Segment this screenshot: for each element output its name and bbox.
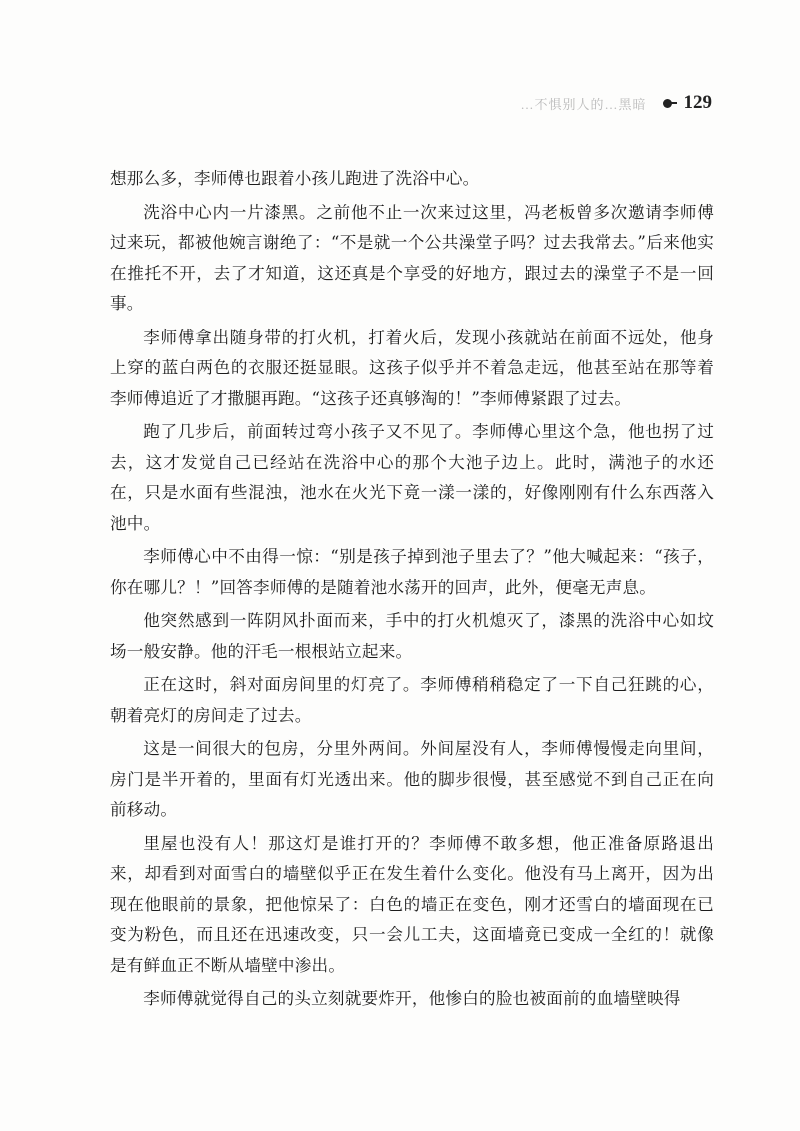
paragraph: 这是一间很大的包房，分里外两间。外间屋没有人，李师傅慢慢走向里间，房门是半开着的，里面有灯光透出来。他的脚步很慢，甚至感觉不到自己正在向前移动。 [110, 739, 714, 819]
body-text [110, 164, 714, 1015]
paragraph: 李师傅就觉得自己的头立刻就要炸开，他惨白的脸也被面前的血墙壁映得 [143, 989, 681, 1008]
paragraph: 他突然感到一阵阴风扑面而来，手中的打火机熄灭了，漆黑的洗浴中心如坟场一般安静。他的汗毛一根根站立起来。 [110, 611, 714, 661]
running-head-title: …不惧别人的…黑暗 [520, 96, 647, 112]
paragraph: 洗浴中心内一片漆黑。之前他不止一次来过这里，冯老板曾多次邀请李师傅过来玩，都被他婉言谢绝了：“不是就一个公共澡堂子吗？过去我常去。”后来他实在推托不开，去了才知道，这还真是个享受的好地方，跟过去的澡堂子不是一回事。 [110, 202, 714, 313]
page-number: 129 [683, 92, 712, 113]
paragraph: 里屋也没有人！那这灯是谁打开的？李师傅不敢多想，他正准备原路退出来，却看到对面雪白的墙壁似乎正在发生着什么变化。他没有马上离开，因为出现在他眼前的景象，把他惊呆了：白色的墙正在变色，刚才还雪白的墙面现在已变为粉色，而且还在迅速改变，只一会儿工夫，这面墙竟已变成一全红的！就像是有鲜血正不断从墙壁中渗出。 [110, 833, 714, 975]
paragraph: 李师傅拿出随身带的打火机，打着火后，发现小孩就站在前面不远处，他身上穿的蓝白两色的衣服还挺显眼。这孩子似乎并不着急走远，他甚至站在那等着李师傅追近了才撒腿再跑。“这孩子还真够淘的！”李师傅紧跟了过去。 [110, 327, 714, 408]
paragraph: 想那么多，李师傅也跟着小孩儿跑进了洗浴中心。 [110, 169, 480, 188]
paragraph: 正在这时，斜对面房间里的灯亮了。李师傅稍稍稳定了一下自己狂跳的心，朝着亮灯的房间走了过去。 [110, 675, 714, 725]
running-head [520, 92, 712, 114]
bullet-ornament-icon [663, 99, 672, 108]
paragraph: 李师傅心中不由得一惊：“别是孩子掉到池子里去了？”他大喊起来：“孩子，你在哪儿？！”回答李师傅的是随着池水荡开的回声，此外，便毫无声息。 [110, 547, 714, 597]
paragraph: 跑了几步后，前面转过弯小孩子又不见了。李师傅心里这个急，他也拐了过去，这才发觉自己已经站在洗浴中心的那个大池子边上。此时，满池子的水还在，只是水面有些混浊，池水在火光下竟一漾一漾的，好像刚刚有什么东西落入池中。 [110, 422, 714, 533]
